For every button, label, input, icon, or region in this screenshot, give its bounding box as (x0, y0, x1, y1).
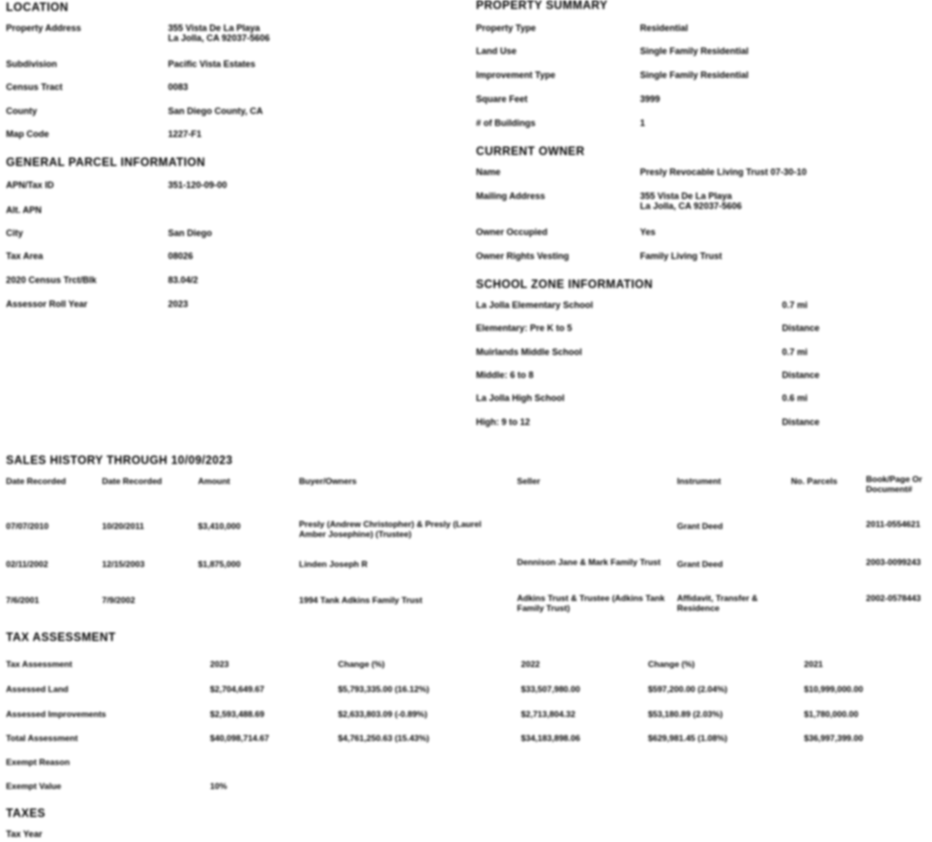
field-value: Distance (782, 417, 820, 427)
field-value: Distance (782, 323, 820, 333)
field-label: Tax Area (6, 251, 44, 261)
table-cell: $4,761,250.63 (15.43%) (338, 733, 430, 743)
field-value: Single Family Residential (640, 46, 749, 56)
field-value: 2023 (168, 299, 189, 309)
field-label: # of Buildings (476, 118, 536, 128)
table-cell: $40,098,714.67 (210, 733, 270, 743)
table-cell: 7/6/2001 (6, 595, 40, 605)
field-value: 08026 (168, 251, 194, 261)
column-header: No. Parcels (791, 476, 838, 486)
table-cell: Grant Deed (677, 521, 723, 531)
table-cell: $10,999,000.00 (804, 684, 864, 694)
field-label: La Jolla Elementary School (476, 300, 594, 310)
field-value: 0083 (168, 82, 189, 92)
field-value: 0.7 mi (782, 347, 808, 357)
table-cell: $629,981.45 (1.08%) (648, 733, 728, 743)
table-cell: Exempt Value (6, 781, 62, 791)
field-label: 2020 Census Trct/Blk (6, 275, 97, 285)
column-header: 2021 (804, 659, 823, 669)
field-label: Alt. APN (6, 205, 42, 215)
field-label: Assessor Roll Year (6, 299, 88, 309)
field-label: La Jolla High School (476, 393, 565, 403)
table-cell: 7/9/2002 (102, 595, 136, 605)
field-value: 1 (640, 118, 646, 128)
field-label: Square Feet (476, 94, 528, 104)
field-label: Land Use (476, 46, 517, 56)
field-value: 0.6 mi (782, 393, 808, 403)
column-header: Amount (198, 476, 231, 486)
table-cell: 02/11/2002 (6, 559, 49, 569)
general-parcel-heading: GENERAL PARCEL INFORMATION (6, 157, 206, 169)
field-value: 83.04/2 (168, 275, 199, 285)
table-cell: $1,875,000 (198, 559, 241, 569)
table-cell: $53,180.89 (2.03%) (648, 709, 723, 719)
table-cell: $1,780,000.00 (804, 709, 859, 719)
tax-assessment-heading: TAX ASSESSMENT (6, 632, 116, 644)
field-label: Property Type (476, 23, 536, 33)
column-header: Book/Page Or Document# (866, 474, 923, 494)
table-cell: Assessed Improvements (6, 709, 107, 719)
field-value: Distance (782, 370, 820, 380)
table-cell: 10/20/2011 (102, 521, 145, 531)
field-label: Property Address (6, 23, 82, 33)
field-value: 351-120-09-00 (168, 180, 228, 190)
table-cell: $2,593,488.69 (210, 709, 265, 719)
table-cell: Affidavit, Transfer & Residence (677, 593, 758, 613)
column-header: Change (%) (338, 659, 385, 669)
field-label: Map Code (6, 129, 50, 139)
field-value: Yes (640, 227, 656, 237)
table-cell: $3,410,000 (198, 521, 241, 531)
table-cell: Assessed Land (6, 684, 69, 694)
location-heading: LOCATION (6, 2, 69, 14)
table-cell: Dennison Jane & Mark Family Trust (517, 557, 661, 567)
table-cell: $2,713,804.32 (521, 709, 576, 719)
table-cell: Total Assessment (6, 733, 78, 743)
column-header: Date Recorded (6, 476, 66, 486)
table-cell: 12/15/2003 (102, 559, 145, 569)
table-cell: $597,200.00 (2.04%) (648, 684, 728, 694)
field-label: Census Tract (6, 82, 63, 92)
school-zone-heading: SCHOOL ZONE INFORMATION (476, 279, 653, 291)
property-summary-heading: PROPERTY SUMMARY (476, 0, 608, 12)
field-label: Subdivision (6, 59, 58, 69)
table-cell: 07/07/2010 (6, 521, 49, 531)
field-value: Presly Revocable Living Trust 07-30-10 (640, 167, 807, 177)
table-cell: $5,793,335.00 (16.12%) (338, 684, 430, 694)
taxes-heading: TAXES (6, 808, 46, 820)
sales-history-heading: SALES HISTORY THROUGH 10/09/2023 (6, 455, 233, 467)
column-header: Seller (517, 476, 541, 486)
column-header: Date Recorded (102, 476, 162, 486)
table-cell: $33,507,980.00 (521, 684, 581, 694)
field-value: Pacific Vista Estates (168, 59, 256, 69)
field-label: City (6, 228, 24, 238)
field-value: 3999 (640, 94, 661, 104)
field-value: San Diego (168, 228, 213, 238)
table-cell: 10% (210, 781, 228, 791)
field-value: San Diego County, CA (168, 106, 263, 116)
table-cell: Presly (Andrew Christopher) & Presly (Laurel Amber Josephine) (Trustee) (299, 519, 482, 539)
field-value: Residential (640, 23, 689, 33)
field-label: Tax Year (6, 829, 43, 839)
field-label: Elementary: Pre K to 5 (476, 323, 573, 333)
field-value: Family Living Trust (640, 251, 723, 261)
table-cell: 2003-0099243 (866, 557, 921, 567)
field-label: County (6, 106, 37, 116)
field-value: 1227-F1 (168, 129, 202, 139)
field-label: High: 9 to 12 (476, 417, 531, 427)
field-label: Owner Rights Vesting (476, 251, 570, 261)
column-header: 2022 (521, 659, 540, 669)
field-label: Owner Occupied (476, 227, 548, 237)
table-cell: 2011-0554621 (866, 519, 921, 529)
table-cell: 1994 Tank Adkins Family Trust (299, 595, 423, 605)
field-label: Name (476, 167, 501, 177)
column-header: Buyer/Owners (299, 476, 357, 486)
column-header: Tax Assessment (6, 659, 73, 669)
table-cell: Linden Joseph R (299, 559, 368, 569)
current-owner-heading: CURRENT OWNER (476, 146, 585, 158)
table-cell: Adkins Trust & Trustee (Adkins Tank Family Trust) (517, 593, 665, 613)
field-value: 355 Vista De La Playa La Jolla, CA 92037-5606 (640, 191, 742, 211)
field-label: Middle: 6 to 8 (476, 370, 534, 380)
table-cell: Grant Deed (677, 559, 723, 569)
column-header: Change (%) (648, 659, 695, 669)
table-cell: $2,633,803.09 (-0.89%) (338, 709, 428, 719)
field-label: Muirlands Middle School (476, 347, 583, 357)
field-label: Mailing Address (476, 191, 546, 201)
field-value: 0.7 mi (782, 300, 808, 310)
table-cell: $36,997,399.00 (804, 733, 864, 743)
table-cell: Exempt Reason (6, 757, 70, 767)
field-value: Single Family Residential (640, 70, 749, 80)
column-header: Instrument (677, 476, 721, 486)
table-cell: $2,704,649.67 (210, 684, 265, 694)
table-cell: $34,183,898.06 (521, 733, 581, 743)
field-label: Improvement Type (476, 70, 556, 80)
table-cell: 2002-0578443 (866, 593, 921, 603)
column-header: 2023 (210, 659, 229, 669)
field-value: 355 Vista De La Playa La Jolla, CA 92037-5606 (168, 23, 270, 43)
field-label: APN/Tax ID (6, 180, 54, 190)
